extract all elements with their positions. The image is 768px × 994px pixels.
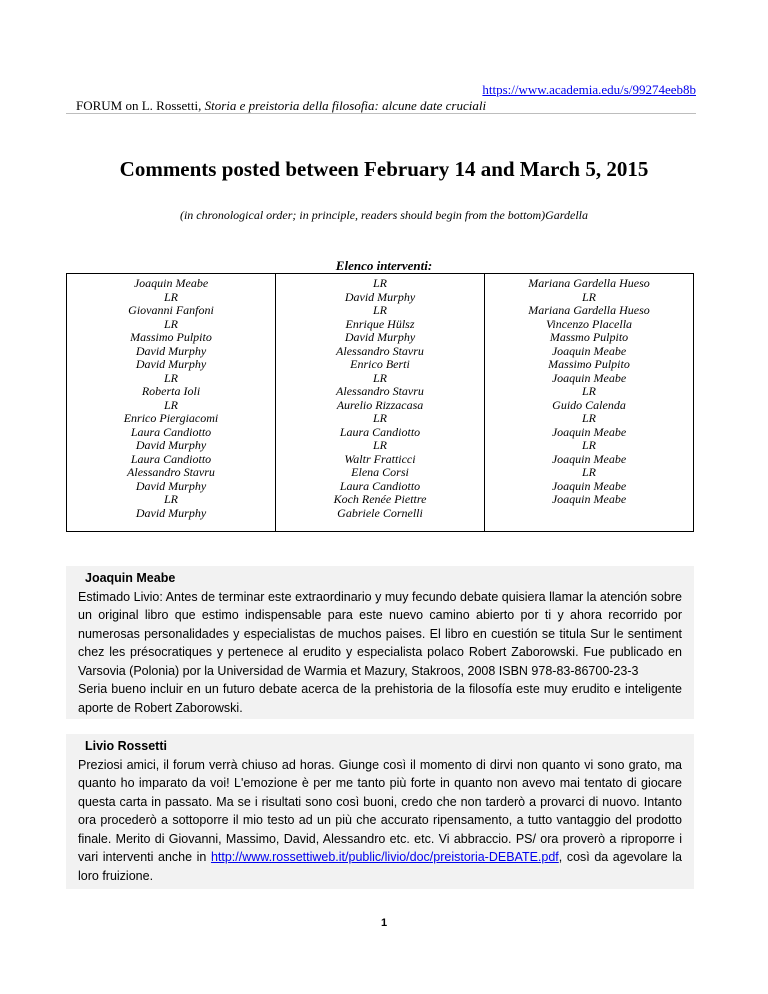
contributor-name: LR	[372, 411, 387, 425]
contributor-name: Joaquin Meabe	[551, 370, 627, 385]
contributor-name: Laura Candiotto	[130, 451, 212, 466]
comment-text: Preziosi amici, il forum verrà chiuso ad horas. Giunge così il momento di dirvi non quanto vi sono grato, ma quanto ho imparato da voi! L'emozione è per me tanto più forte in quanto non avevo mai tentato di giocare questa carta in passato. Ma se i risultati sono così buoni, credo che non tarderò a provarci di nuovo. Intanto ora procederò a sottoporre il mio testo ad un più che accurato ripensamento, a tutto vantaggio del prodotto finale. Merito di Giovanni, Massimo, David, Alessandro etc. etc. Vi abbraccio. PS/ ora proverò a riproporre i vari interventi anche in	[78, 757, 682, 864]
contributor-name: LR	[163, 492, 178, 506]
contributors-column-1	[67, 274, 276, 531]
debate-pdf-link[interactable]: http://www.rossettiweb.it/public/livio/doc/preistoria-DEBATE.pdf	[210, 850, 559, 864]
contributor-name: Joaquin Meabe	[551, 424, 627, 439]
contributor-name: David Murphy	[344, 330, 416, 344]
contributor-name: David Murphy	[135, 505, 207, 520]
contributor-name: Alessandro Stavru	[336, 384, 424, 398]
contributor-name: LR	[163, 289, 178, 304]
page-header	[66, 68, 696, 114]
contributor-name: Guido Calenda	[552, 397, 626, 412]
comment-paragraph: Estimado Livio: Antes de terminar este extraordinario y muy fecundo debate quisiera llamar la atención sobre un original libro que estimo indispensable para este nuevo camino abierto por ti y ahora recorrido por numerosas personalidades y especialistas de muchos paises. El libro en cuestión se titula Sur le sentiment chez les présocratiques y pertenece al erudito y especialista polaco Robert Zaborowski. Fue publicado en Varsovia (Polonia) por la Universidad de Warmia et Mazury, Stakroos, 2008 ISBN 978-83-86700-23-3	[78, 589, 682, 678]
contributor-name: LR	[372, 276, 387, 290]
forum-book-title: Storia e preistoria della filosofia: alcune date cruciali	[204, 98, 487, 113]
contributor-name: Mariana Gardella Hueso	[528, 303, 650, 317]
contributor-name: Alessandro Stavru	[127, 465, 215, 479]
contributor-name: Gabriele Cornelli	[337, 505, 423, 520]
contributor-name: Joaquin Meabe	[551, 478, 627, 493]
contributor-name: David Murphy	[135, 478, 207, 493]
contributor-name: Joaquin Meabe	[551, 492, 627, 506]
contributor-name: Mariana Gardella Hueso	[528, 276, 650, 290]
forum-line	[76, 98, 486, 114]
contributor-name: David Murphy	[135, 357, 207, 371]
contributor-name: Alessandro Stavru	[336, 343, 424, 358]
comment-entry	[66, 566, 694, 719]
contributor-name: David Murphy	[135, 343, 207, 358]
contributor-name: Massmo Pulpito	[549, 330, 629, 344]
comment-paragraph: Seria bueno incluir en un futuro debate acerca de la prehistoria de la filosofía este muy erudito e inteligente aporte de Robert Zaborowski.	[78, 682, 682, 715]
contributor-name: Laura Candiotto	[130, 424, 212, 439]
contributors-table	[66, 273, 694, 532]
contributor-name: Giovanni Fanfoni	[128, 303, 214, 317]
contributor-name: Vincenzo Placella	[545, 316, 633, 331]
contributor-name: Enrico Piergiacomi	[123, 411, 219, 425]
contributor-name: LR	[163, 370, 178, 385]
contributors-column-2	[276, 274, 485, 531]
contributor-name: LR	[372, 303, 387, 317]
contributor-name: LR	[372, 438, 387, 452]
contributor-name: LR	[581, 384, 596, 398]
contributor-name: LR	[581, 411, 596, 425]
contributor-name: David Murphy	[344, 289, 416, 304]
contributor-name: LR	[163, 316, 178, 331]
contributor-name: Koch Renée Piettre	[333, 492, 427, 506]
contributor-name: LR	[581, 465, 596, 479]
page-number: 1	[380, 917, 388, 929]
document-title: Comments posted between February 14 and March 5, 2015	[119, 157, 649, 181]
contributor-name: LR	[581, 438, 596, 452]
contributor-name: Aurelio Rizzacasa	[336, 397, 424, 412]
contributor-name: Massimo Pulpito	[548, 357, 630, 371]
list-heading: Elenco interventi:	[335, 258, 433, 273]
forum-prefix: FORUM on L. Rossetti,	[76, 98, 205, 113]
contributor-name: LR	[581, 289, 596, 304]
contributor-name: Joaquin Meabe	[551, 451, 627, 466]
contributor-name: Enrique Hülsz	[345, 316, 415, 331]
contributor-name: Elena Corsi	[351, 465, 409, 479]
contributor-name: Laura Candiotto	[339, 424, 421, 439]
contributor-name: Massimo Pulpito	[130, 330, 212, 344]
contributor-name: Roberta Ioli	[141, 384, 201, 398]
contributor-name: Joaquin Meabe	[551, 343, 627, 358]
contributor-name: Joaquin Meabe	[133, 276, 209, 290]
document-subtitle: (in chronological order; in principle, readers should begin from the bottom)Gardella	[179, 208, 589, 222]
contributor-name: Waltr Fratticci	[344, 451, 416, 466]
comment-paragraph	[78, 756, 682, 886]
contributor-name: LR	[372, 370, 387, 385]
contributor-name: Laura Candiotto	[339, 478, 421, 493]
header-url-link[interactable]: https://www.academia.edu/s/99274eeb8b	[482, 82, 696, 97]
comment-author: Joaquin Meabe	[85, 571, 176, 585]
contributor-name: Enrico Berti	[350, 357, 410, 371]
comment-author: Livio Rossetti	[85, 739, 167, 753]
contributor-name: David Murphy	[135, 438, 207, 452]
contributor-name: LR	[163, 397, 178, 412]
comment-text: , così da agevolare la loro fruizione.	[78, 850, 683, 883]
contributors-column-3	[485, 274, 693, 531]
comment-entry	[66, 734, 694, 889]
